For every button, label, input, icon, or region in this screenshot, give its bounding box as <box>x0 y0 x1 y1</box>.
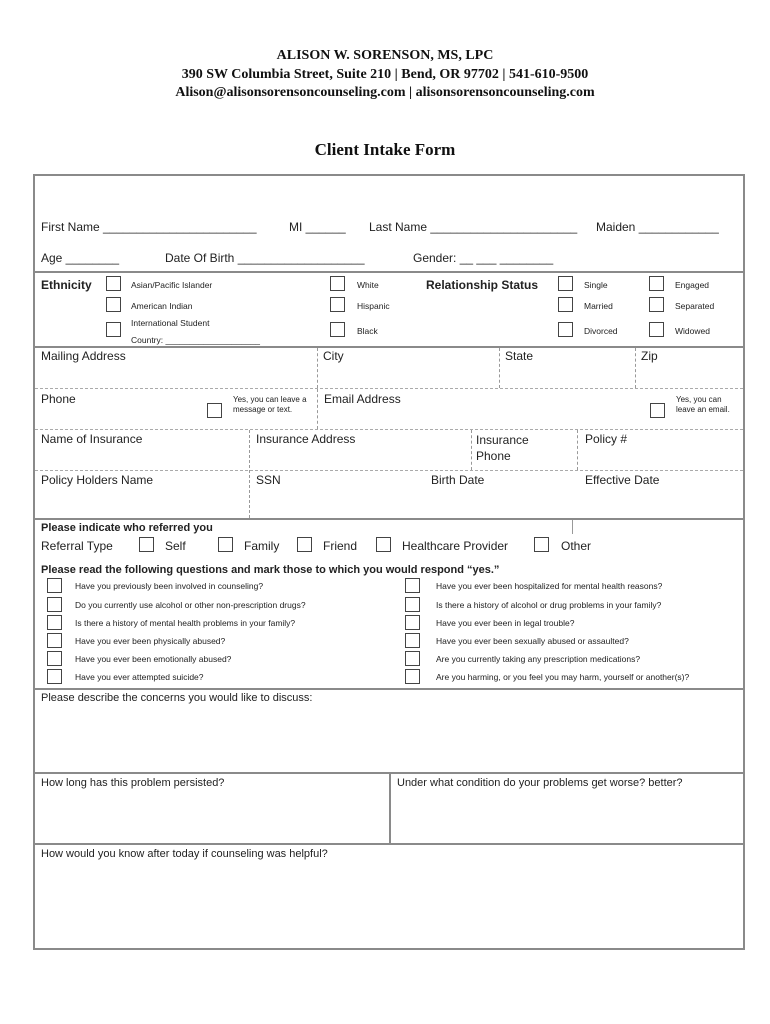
question-checkbox[interactable] <box>405 651 420 666</box>
divider <box>317 348 318 388</box>
relationship-option: Widowed <box>675 326 710 336</box>
maiden-name-field[interactable]: Maiden ____________ <box>596 220 719 234</box>
ethnicity-asian-checkbox[interactable] <box>106 276 121 291</box>
relationship-option: Engaged <box>675 280 710 290</box>
form-title: Client Intake Form <box>314 140 456 159</box>
question-text: Is there a history of alcohol or drug problems in your family? <box>436 600 662 610</box>
divider <box>35 388 743 389</box>
insurance-name-field[interactable]: Name of Insurance <box>41 432 143 446</box>
first-name-field[interactable]: First Name _______________________ <box>41 220 257 234</box>
ethnicity-white-checkbox[interactable] <box>330 276 345 291</box>
dob-field[interactable]: Date Of Birth ___________________ <box>165 251 365 265</box>
divider <box>389 773 391 843</box>
zip-field[interactable]: Zip <box>641 349 658 363</box>
question-text: Have you previously been involved in counseling? <box>75 581 264 591</box>
divider <box>35 429 743 430</box>
policy-number-field[interactable]: Policy # <box>585 432 628 446</box>
divider <box>471 430 472 470</box>
referral-option: Family <box>244 539 280 553</box>
ethnicity-option: American Indian <box>131 301 193 311</box>
divider <box>35 843 743 845</box>
relationship-married-checkbox[interactable] <box>558 297 573 312</box>
question-checkbox[interactable] <box>405 669 420 684</box>
policy-holder-field[interactable]: Policy Holders Name <box>41 473 154 487</box>
question-checkbox[interactable] <box>47 597 62 612</box>
referral-self-checkbox[interactable] <box>139 537 154 552</box>
referral-other-checkbox[interactable] <box>534 537 549 552</box>
ethnicity-black-checkbox[interactable] <box>330 322 345 337</box>
ethnicity-option: Black <box>357 326 378 336</box>
intake-form <box>33 174 745 950</box>
age-field[interactable]: Age ________ <box>41 251 120 265</box>
ssn-field[interactable]: SSN <box>256 473 281 487</box>
gender-field[interactable]: Gender: __ ___ ________ <box>413 251 554 265</box>
question-checkbox[interactable] <box>47 633 62 648</box>
insurance-phone-field[interactable]: Insurance Phone <box>476 433 529 463</box>
divider <box>635 348 636 388</box>
ethnicity-option: Hispanic <box>357 301 390 311</box>
mi-field[interactable]: MI ______ <box>289 220 346 234</box>
divider <box>35 470 743 471</box>
ethnicity-hispanic-checkbox[interactable] <box>330 297 345 312</box>
state-field[interactable]: State <box>505 349 534 363</box>
concerns-field[interactable]: Please describe the concerns you would like to discuss: <box>41 692 313 704</box>
referral-heading: Please indicate who referred you <box>41 522 213 534</box>
relationship-single-checkbox[interactable] <box>558 276 573 291</box>
question-text: Are you currently taking any prescription medications? <box>436 654 641 664</box>
email-ok-checkbox[interactable] <box>650 403 665 418</box>
referral-option: Self <box>165 539 186 553</box>
phone-message-note: Yes, you can leave a message or text. <box>233 395 307 414</box>
relationship-divorced-checkbox[interactable] <box>558 322 573 337</box>
city-field[interactable]: City <box>323 349 344 363</box>
question-checkbox[interactable] <box>405 633 420 648</box>
question-text: Have you ever attempted suicide? <box>75 672 204 682</box>
referral-healthcare-provider-checkbox[interactable] <box>376 537 391 552</box>
relationship-separated-checkbox[interactable] <box>649 297 664 312</box>
mailing-address-field[interactable]: Mailing Address <box>41 349 126 363</box>
referral-option: Friend <box>323 539 358 553</box>
practice-address: 390 SW Columbia Street, Suite 210 | Bend, OR 97702 | 541-610-9500 <box>181 67 589 82</box>
ethnicity-american-indian-checkbox[interactable] <box>106 297 121 312</box>
last-name-field[interactable]: Last Name ______________________ <box>369 220 578 234</box>
divider <box>577 430 578 470</box>
referral-option: Other <box>561 539 592 553</box>
birth-date-field[interactable]: Birth Date <box>431 473 485 487</box>
relationship-option: Separated <box>675 301 715 311</box>
question-checkbox[interactable] <box>47 651 62 666</box>
divider <box>572 520 573 534</box>
question-checkbox[interactable] <box>405 615 420 630</box>
referral-family-checkbox[interactable] <box>218 537 233 552</box>
question-checkbox[interactable] <box>47 615 62 630</box>
practice-contact: Alison@alisonsorensoncounseling.com | alisonsorensoncounseling.com <box>175 85 595 100</box>
relationship-option: Divorced <box>584 326 618 336</box>
question-text: Is there a history of mental health problems in your family? <box>75 618 296 628</box>
divider <box>249 430 250 518</box>
counseling-helpful-field[interactable]: How would you know after today if counseling was helpful? <box>41 848 328 860</box>
question-text: Do you currently use alcohol or other non-prescription drugs? <box>75 600 306 610</box>
question-text: Have you ever been sexually abused or assaulted? <box>436 636 629 646</box>
country-field[interactable]: Country: ____________________ <box>131 335 261 345</box>
referral-friend-checkbox[interactable] <box>297 537 312 552</box>
problem-conditions-field[interactable]: Under what condition do your problems get worse? better? <box>397 777 683 789</box>
ethnicity-option: International Student <box>131 318 210 328</box>
question-text: Have you ever been emotionally abused? <box>75 654 232 664</box>
phone-message-ok-checkbox[interactable] <box>207 403 222 418</box>
referral-type-label: Referral Type <box>41 539 113 553</box>
ethnicity-label: Ethnicity <box>41 278 92 292</box>
practitioner-name: ALISON W. SORENSON, MS, LPC <box>276 48 494 63</box>
ethnicity-international-checkbox[interactable] <box>106 322 121 337</box>
ethnicity-option: White <box>357 280 379 290</box>
email-address-field[interactable]: Email Address <box>324 392 401 406</box>
referral-option: Healthcare Provider <box>402 539 509 553</box>
question-text: Have you ever been physically abused? <box>75 636 226 646</box>
question-checkbox[interactable] <box>47 669 62 684</box>
relationship-option: Married <box>584 301 613 311</box>
relationship-engaged-checkbox[interactable] <box>649 276 664 291</box>
divider <box>35 346 743 348</box>
effective-date-field[interactable]: Effective Date <box>585 473 660 487</box>
divider <box>35 518 743 520</box>
relationship-option: Single <box>584 280 608 290</box>
phone-field[interactable]: Phone <box>41 392 76 406</box>
problem-duration-field[interactable]: How long has this problem persisted? <box>41 777 225 789</box>
divider <box>317 389 318 429</box>
question-text: Are you harming, or you feel you may harm, yourself or another(s)? <box>436 672 690 682</box>
ethnicity-option: Asian/Pacific Islander <box>131 280 213 290</box>
insurance-address-field[interactable]: Insurance Address <box>256 432 356 446</box>
divider <box>35 688 743 690</box>
question-checkbox[interactable] <box>405 578 420 593</box>
question-checkbox[interactable] <box>405 597 420 612</box>
relationship-status-label: Relationship Status <box>426 278 539 292</box>
question-text: Have you ever been hospitalized for mental health reasons? <box>436 581 663 591</box>
relationship-widowed-checkbox[interactable] <box>649 322 664 337</box>
divider <box>35 271 743 273</box>
question-checkbox[interactable] <box>47 578 62 593</box>
question-text: Have you ever been in legal trouble? <box>436 618 575 628</box>
divider <box>499 348 500 388</box>
email-note: Yes, you can leave an email. <box>676 395 730 414</box>
questions-heading: Please read the following questions and mark those to which you would respond “yes.” <box>41 564 500 576</box>
